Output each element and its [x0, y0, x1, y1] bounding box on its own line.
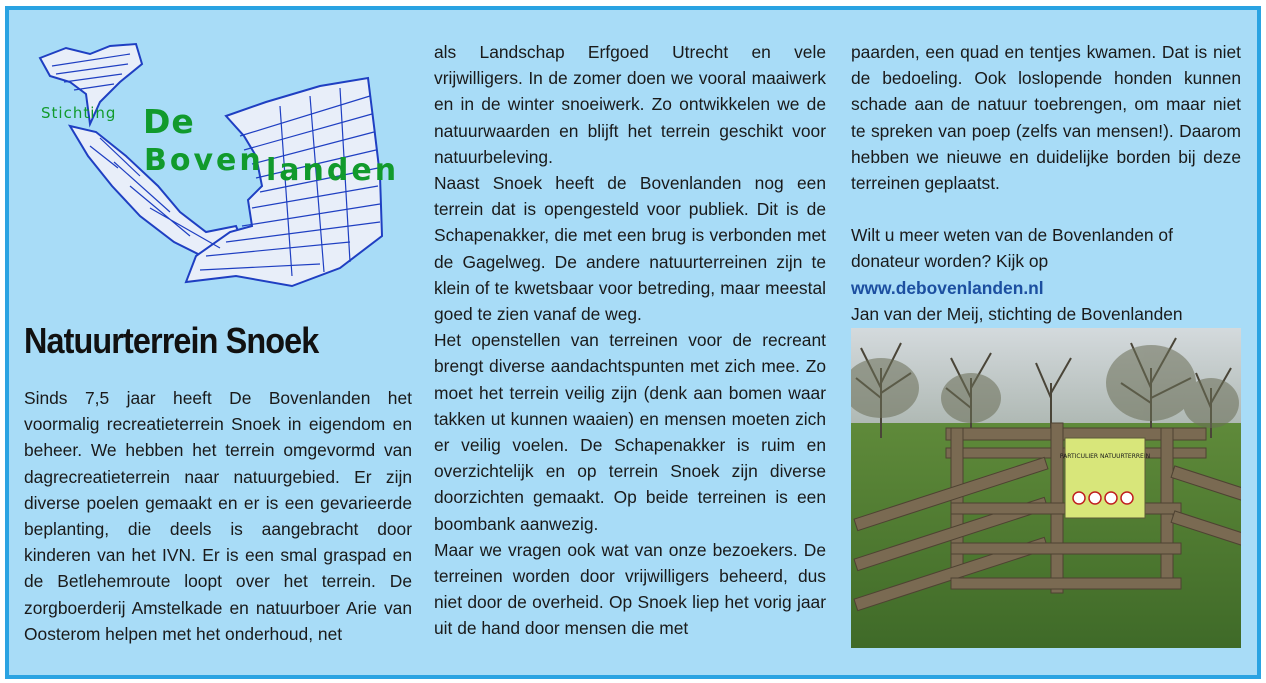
paragraph: paarden, een quad en tentjes kwamen. Dat is niet de bedoeling. Ook loslopende honden kunnen schade aan de natuur toebrengen, om maar niet te spreken van poep (zelfs van mensen!). Daarom hebben we nieuwe en duidelijke borden bij deze terreinen geplaatst.: [851, 42, 1241, 194]
column-1: [24, 385, 412, 647]
paragraph: Naast Snoek heeft de Bovenlanden nog een terrein dat is opengesteld voor publiek. Dit is de Schapenakker, die met een brug is verbonden met de Gagelweg. De andere natuurterreinen zijn te klein of te kwetsbaar voor betreding, maar meestal goed te zien vanaf de weg.: [434, 173, 826, 325]
logo-stichting-text: Stichting: [41, 104, 117, 122]
logo-boven-text: Boven: [144, 143, 264, 178]
column-2: [434, 39, 826, 642]
sign-text: PARTICULIER NATUURTERREIN: [1059, 453, 1151, 460]
logo-de-text: De: [143, 102, 195, 141]
paragraph: Sinds 7,5 jaar heeft De Bovenlanden het voormalig recreatieterrein Snoek in eigendom en beheer. We hebben het terrein omgevormd van dagrecreatieterrein naar natuurgebied. Er zijn diverse poelen gemaakt en er is een gevarieerde beplanting, die deels is aangebracht door kinderen van het IVN. Er is een smal graspad en de Betlehemroute loopt over het terrein. De zorgboerderij Amstelkade en natuurboer Arie van Oosterom helpen met het onderhoud, net: [24, 388, 412, 644]
website-link[interactable]: www.debovenlanden.nl: [851, 277, 1044, 298]
signature: Jan van der Meij, stichting de Bovenlanden: [851, 303, 1183, 324]
donation-text: Wilt u meer weten van de Bovenlanden of donateur worden? Kijk op: [851, 225, 1173, 272]
article-title: Natuurterrein Snoek: [24, 320, 319, 361]
fenced-area-photo: [851, 328, 1241, 648]
logo-landen-text: landen: [266, 153, 400, 188]
paragraph: Maar we vragen ook wat van onze bezoekers. De terreinen worden door vrijwilligers beheerd, dus niet door de overheid. Op Snoek liep het vorig jaar uit de hand door mensen die met: [434, 539, 826, 639]
donation-paragraph: [851, 222, 1241, 301]
paragraph: Het openstellen van terreinen voor de recreant brengt diverse aandachtspunten met zich mee. Zo moet het terrein veilig zijn (denk aan bomen waar takken ut kunnen waaien) en mensen moeten zich er veilig voelen. De Schapenakker is ruim en overzichtelijk en op terrein Snoek zijn diverse doorzichten gemaakt. Op beide terreinen is een boombank aanwezig.: [434, 330, 826, 534]
paragraph: als Landschap Erfgoed Utrecht en vele vrijwilligers. In de zomer doen we vooral maaiwerk en in de winter snoeiwerk. Zo ontwikkelen we de natuurwaarden en blijft het terrein geschikt voor natuurbeleving.: [434, 42, 826, 167]
column-3: [851, 39, 1241, 327]
